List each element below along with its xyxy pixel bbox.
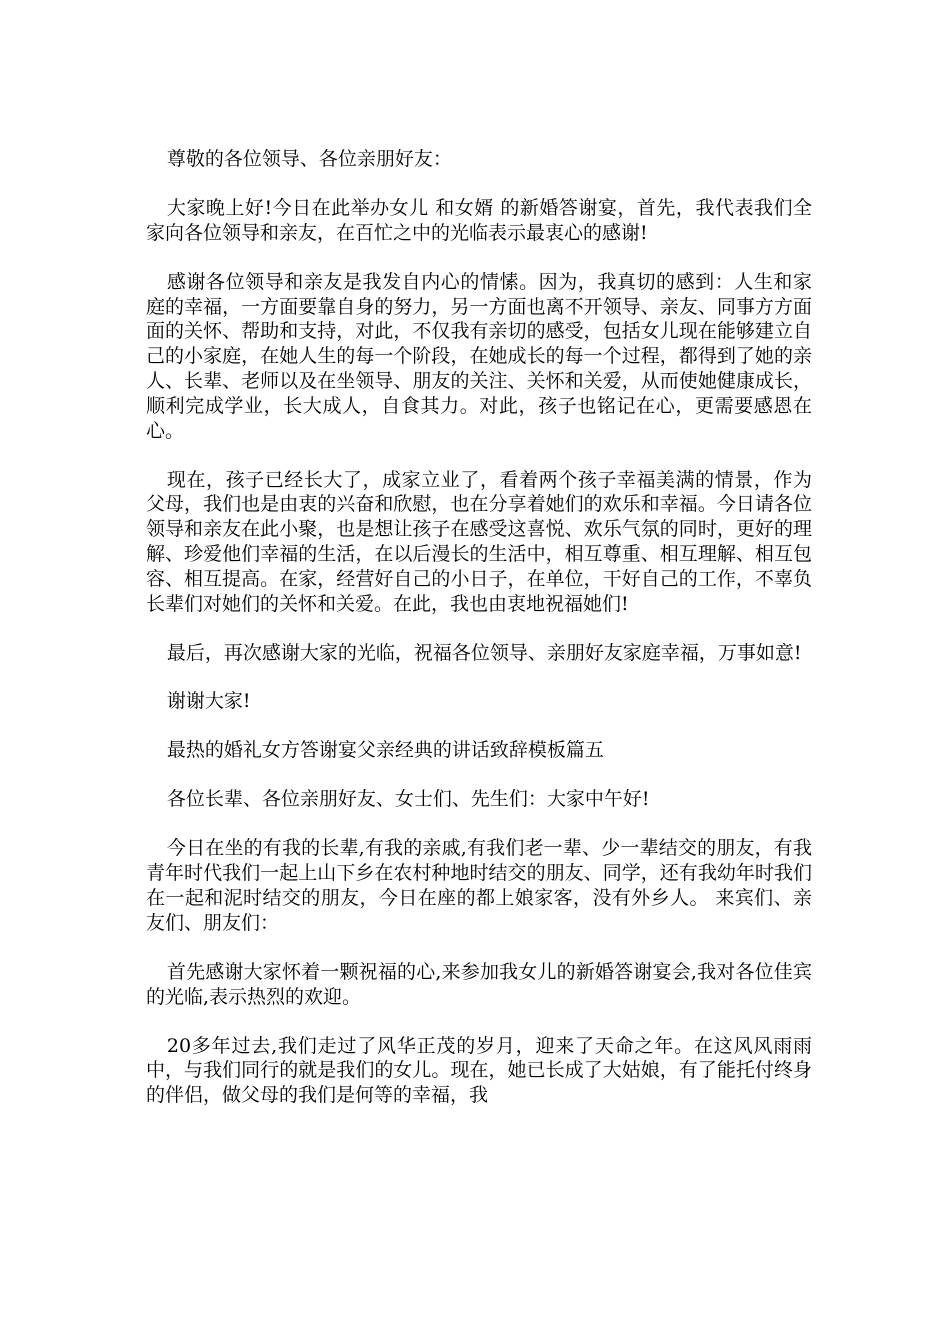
paragraph-thanks: 谢谢大家! bbox=[166, 690, 251, 713]
section-heading: 最热的婚礼女方答谢宴父亲经典的讲话致辞模板篇五 bbox=[166, 739, 604, 762]
document-body bbox=[146, 147, 812, 1132]
paragraph-blessing: 现在，孩子已经长大了，成家立业了，看着两个孩子幸福美满的情景，作为父母，我们也是由衷的兴奋和欣慰，也在分享着她们的欢乐和幸福。今日请各位领导和亲友在此小聚，也是想让孩子在感受这喜悦、欢乐气氛的同时，更好的理解、珍爱他们幸福的生活，在以后漫长的生活中，相互尊重、相互理解、相互包容、相互提高。在家，经营好自己的小日子，在单位，干好自己的工作，不辜负长辈们对她们的关怀和关爱。在此，我也由衷地祝福她们! bbox=[146, 468, 812, 615]
paragraph-guests: 今日在坐的有我的长辈,有我的亲戚,有我们老一辈、少一辈结交的朋友，有我青年时代我们一起上山下乡在农村种地时结交的朋友、同学，还有我幼年时我们在一起和泥时结交的朋友，今日在座的都上娘家客，没有外乡人。 来宾们、亲友们、朋友们： bbox=[146, 837, 812, 934]
paragraph-gratitude: 感谢各位领导和亲友是我发自内心的情愫。因为，我真切的感到：人生和家庭的幸福，一方面要靠自身的努力，另一方面也离不开领导、亲友、同事方方面面的关怀、帮助和支持，对此，不仅我有亲切的感受，包括女儿现在能够建立自己的小家庭，在她人生的每一个阶段，在她成长的每一个过程，都得到了她的亲人、长辈、老师以及在坐领导、朋友的关注、关怀和关爱，从而使她健康成长，顺利完成学业，长大成人，自食其力。对此，孩子也铭记在心，更需要感恩在心。 bbox=[146, 270, 812, 442]
paragraph-closing: 最后，再次感谢大家的光临，祝福各位领导、亲朋好友家庭幸福，万事如意! bbox=[166, 641, 802, 664]
paragraph-salutation: 尊敬的各位领导、各位亲朋好友： bbox=[166, 148, 452, 170]
paragraph-welcome: 首先感谢大家怀着一颗祝福的心,来参加我女儿的新婚答谢宴会,我对各位佳宾的光临,表示热烈的欢迎。 bbox=[146, 960, 812, 1008]
paragraph-salutation-2: 各位长辈、各位亲朋好友、女士们、先生们：大家中午好! bbox=[166, 788, 650, 811]
paragraph-years: 20多年过去,我们走过了风华正茂的岁月，迎来了天命之年。在这风风雨雨中，与我们同行的就是我们的女儿。现在，她已长成了大姑娘，有了能托付终身的伴侣，做父母的我们是何等的幸福，我 bbox=[146, 1034, 812, 1107]
paragraph-greeting: 大家晚上好!今日在此举办女儿 和女婿 的新婚答谢宴，首先，我代表我们全家向各位领导和亲友，在百忙之中的光临表示最衷心的感谢! bbox=[146, 196, 812, 244]
